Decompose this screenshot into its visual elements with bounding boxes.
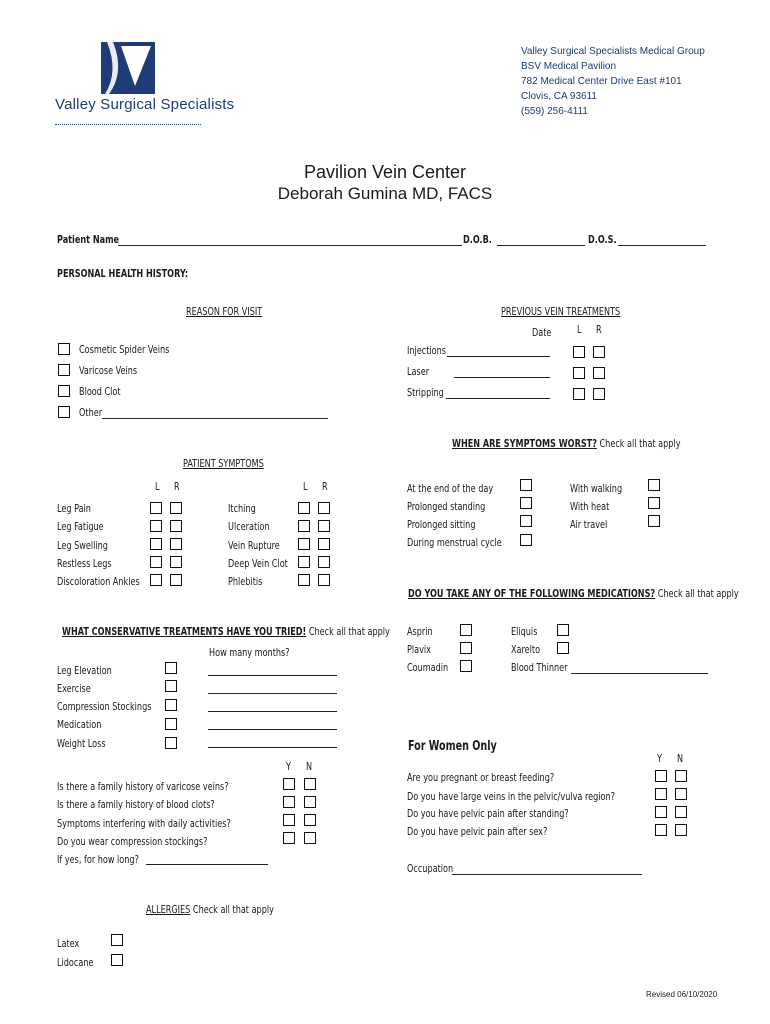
family-n-checkbox[interactable] [304, 796, 316, 808]
months-field[interactable] [208, 729, 337, 730]
allergy-label: Latex [57, 937, 80, 950]
allergies-heading-row [146, 903, 274, 916]
reason-label: Varicose Veins [79, 364, 138, 377]
worst-heading: WHEN ARE SYMPTOMS WORST? [452, 437, 597, 450]
logo-tagline-rule [55, 124, 201, 127]
symptom-r-checkbox[interactable] [170, 574, 182, 586]
conservative-checkbox[interactable] [165, 718, 177, 730]
medication-label: Blood Thinner [511, 661, 568, 674]
symptoms-r-label: R [174, 480, 180, 493]
symptom-label: Deep Vein Clot [228, 557, 288, 570]
symptom-r-checkbox[interactable] [318, 556, 330, 568]
medication-checkbox[interactable] [460, 624, 472, 636]
women-n-checkbox[interactable] [675, 806, 687, 818]
medication-checkbox[interactable] [557, 642, 569, 654]
symptom-r-checkbox[interactable] [318, 502, 330, 514]
months-label: How many months? [209, 646, 290, 659]
medications-note: Check all that apply [657, 587, 739, 600]
allergy-checkbox[interactable] [111, 954, 123, 966]
reason-heading: REASON FOR VISIT [186, 305, 263, 318]
family-n-label: N [306, 760, 313, 773]
months-field[interactable] [208, 675, 337, 676]
medications-heading-row [408, 587, 739, 600]
medication-label: Plavix [407, 643, 431, 656]
symptoms-l-label: L [155, 480, 160, 493]
symptoms-r-label: R [322, 480, 328, 493]
symptom-r-checkbox[interactable] [170, 538, 182, 550]
symptom-label: Ulceration [228, 520, 270, 533]
conservative-label: Leg Elevation [57, 664, 112, 677]
medications-heading: DO YOU TAKE ANY OF THE FOLLOWING MEDICATIONS? [408, 587, 656, 600]
reason-label: Other [79, 406, 103, 419]
women-question: Do you have large veins in the pelvic/vulva region? [407, 790, 615, 803]
medication-checkbox[interactable] [557, 624, 569, 636]
worst-checkbox[interactable] [520, 534, 532, 546]
women-y-checkbox[interactable] [655, 806, 667, 818]
previous-l-checkbox[interactable] [573, 346, 585, 358]
family-n-checkbox[interactable] [304, 814, 316, 826]
worst-label: With heat [570, 500, 610, 513]
other-field[interactable] [102, 418, 328, 419]
personal-history-heading: PERSONAL HEALTH HISTORY: [57, 267, 189, 280]
symptom-l-checkbox[interactable] [150, 574, 162, 586]
women-y-checkbox[interactable] [655, 788, 667, 800]
family-y-label: Y [286, 760, 291, 773]
previous-l-checkbox[interactable] [573, 388, 585, 400]
family-y-checkbox[interactable] [283, 778, 295, 790]
org-line2: 782 Medical Center Drive East #101 [521, 76, 682, 87]
occupation-field[interactable] [452, 874, 642, 875]
symptom-r-checkbox[interactable] [318, 538, 330, 550]
family-followup: If yes, for how long? [57, 853, 139, 866]
previous-l-checkbox[interactable] [573, 367, 585, 379]
dob-label: D.O.B. [463, 233, 492, 246]
logo-name: Valley Surgical Specialists [55, 96, 235, 113]
family-question: Is there a family history of blood clots? [57, 798, 215, 811]
dob-field[interactable] [497, 245, 585, 246]
symptom-r-checkbox[interactable] [170, 520, 182, 532]
medication-checkbox[interactable] [460, 660, 472, 672]
previous-r-checkbox[interactable] [593, 367, 605, 379]
previous-item-label: Laser [407, 365, 430, 378]
conservative-label: Compression Stockings [57, 700, 152, 713]
symptoms-heading: PATIENT SYMPTOMS [183, 457, 264, 470]
org-phone: (559) 256-4111 [521, 106, 588, 117]
symptom-label: Leg Swelling [57, 539, 108, 552]
reason-checkbox[interactable] [58, 364, 70, 376]
women-question: Do you have pelvic pain after sex? [407, 825, 548, 838]
symptom-label: Restless Legs [57, 557, 112, 570]
symptoms-l-label: L [303, 480, 308, 493]
reason-checkbox[interactable] [58, 343, 70, 355]
previous-heading: PREVIOUS VEIN TREATMENTS [501, 305, 621, 318]
patient-name-label: Patient Name [57, 233, 120, 246]
previous-item-label: Stripping [407, 386, 444, 399]
org-name: Valley Surgical Specialists Medical Group [521, 46, 705, 57]
worst-label: At the end of the day [407, 482, 494, 495]
conservative-label: Medication [57, 718, 102, 731]
worst-label: Prolonged sitting [407, 518, 476, 531]
revised-date: Revised 06/10/2020 [646, 990, 718, 999]
symptom-label: Phlebitis [228, 575, 263, 588]
previous-r-checkbox[interactable] [593, 388, 605, 400]
symptom-r-checkbox[interactable] [170, 556, 182, 568]
months-field[interactable] [208, 693, 337, 694]
conservative-heading-row [62, 625, 390, 638]
medication-checkbox[interactable] [460, 642, 472, 654]
conservative-checkbox[interactable] [165, 680, 177, 692]
women-y-label: Y [657, 752, 662, 765]
conservative-checkbox[interactable] [165, 737, 177, 749]
worst-checkbox[interactable] [648, 497, 660, 509]
symptom-r-checkbox[interactable] [318, 520, 330, 532]
reason-label: Blood Clot [79, 385, 121, 398]
family-y-checkbox[interactable] [283, 832, 295, 844]
women-n-checkbox[interactable] [675, 770, 687, 782]
allergies-heading: ALLERGIES [146, 903, 191, 916]
medication-label: Asprin [407, 625, 433, 638]
medication-label: Eliquis [511, 625, 538, 638]
previous-date-field[interactable] [447, 356, 550, 357]
allergies-note: Check all that apply [192, 903, 274, 916]
symptom-label: Itching [228, 502, 256, 515]
conservative-checkbox[interactable] [165, 662, 177, 674]
org-line1: BSV Medical Pavilion [521, 61, 617, 72]
reason-checkbox[interactable] [58, 385, 70, 397]
occupation-label: Occupation [407, 862, 454, 875]
symptom-l-checkbox[interactable] [298, 574, 310, 586]
medication-label: Xarelto [511, 643, 541, 656]
symptom-l-checkbox[interactable] [150, 502, 162, 514]
reason-label: Cosmetic Spider Veins [79, 343, 170, 356]
worst-checkbox[interactable] [520, 479, 532, 491]
symptom-l-checkbox[interactable] [298, 538, 310, 550]
worst-checkbox[interactable] [648, 515, 660, 527]
women-n-checkbox[interactable] [675, 824, 687, 836]
women-n-checkbox[interactable] [675, 788, 687, 800]
symptom-l-checkbox[interactable] [150, 538, 162, 550]
women-y-checkbox[interactable] [655, 770, 667, 782]
blood-thinner-field[interactable] [571, 673, 708, 674]
family-question: Symptoms interfering with daily activities? [57, 817, 231, 830]
conservative-checkbox[interactable] [165, 699, 177, 711]
conservative-label: Weight Loss [57, 737, 106, 750]
family-n-checkbox[interactable] [304, 832, 316, 844]
page-title: Pavilion Vein Center [303, 162, 467, 182]
previous-date-label: Date [532, 326, 552, 339]
symptom-l-checkbox[interactable] [298, 520, 310, 532]
symptom-label: Leg Pain [57, 502, 91, 515]
family-y-checkbox[interactable] [283, 814, 295, 826]
dos-label: D.O.S. [588, 233, 617, 246]
logo-mark-icon [55, 42, 215, 130]
women-y-checkbox[interactable] [655, 824, 667, 836]
previous-item-label: Injections [407, 344, 447, 357]
family-n-checkbox[interactable] [304, 778, 316, 790]
women-question: Do you have pelvic pain after standing? [407, 807, 569, 820]
how-long-field[interactable] [146, 864, 268, 865]
worst-checkbox[interactable] [520, 515, 532, 527]
women-question: Are you pregnant or breast feeding? [407, 771, 555, 784]
symptom-l-checkbox[interactable] [150, 520, 162, 532]
worst-checkbox[interactable] [520, 497, 532, 509]
worst-label: Prolonged standing [407, 500, 486, 513]
months-field[interactable] [208, 747, 337, 748]
conservative-label: Exercise [57, 682, 91, 695]
women-n-label: N [677, 752, 684, 765]
medication-label: Coumadin [407, 661, 449, 674]
logo [55, 42, 235, 130]
symptom-l-checkbox[interactable] [150, 556, 162, 568]
previous-r-label: R [596, 323, 602, 336]
conservative-heading: WHAT CONSERVATIVE TREATMENTS HAVE YOU TRIED! [62, 625, 307, 638]
previous-date-field[interactable] [454, 377, 550, 378]
women-heading: For Women Only [408, 739, 497, 754]
symptom-l-checkbox[interactable] [298, 556, 310, 568]
family-question: Do you wear compression stockings? [57, 835, 208, 848]
doctor-name: Deborah Gumina MD, FACS [277, 184, 493, 203]
family-y-checkbox[interactable] [283, 796, 295, 808]
symptom-label: Leg Fatigue [57, 520, 104, 533]
worst-heading-row [452, 437, 681, 450]
symptom-l-checkbox[interactable] [298, 502, 310, 514]
conservative-note: Check all that apply [308, 625, 390, 638]
symptom-r-checkbox[interactable] [170, 502, 182, 514]
symptom-r-checkbox[interactable] [318, 574, 330, 586]
previous-r-checkbox[interactable] [593, 346, 605, 358]
org-address [521, 44, 705, 119]
previous-date-field[interactable] [446, 398, 550, 399]
months-field[interactable] [208, 711, 337, 712]
family-question: Is there a family history of varicose veins? [57, 780, 229, 793]
previous-l-label: L [577, 323, 582, 336]
symptom-label: Discoloration Ankles [57, 575, 140, 588]
worst-note: Check all that apply [599, 437, 681, 450]
reason-checkbox[interactable] [58, 406, 70, 418]
org-line3: Clovis, CA 93611 [521, 91, 597, 102]
allergy-checkbox[interactable] [111, 934, 123, 946]
symptom-label: Vein Rupture [228, 539, 280, 552]
worst-label: With walking [570, 482, 623, 495]
dos-field[interactable] [618, 245, 706, 246]
worst-label: During menstrual cycle [407, 536, 502, 549]
worst-label: Air travel [570, 518, 608, 531]
worst-checkbox[interactable] [648, 479, 660, 491]
allergy-label: Lidocane [57, 956, 94, 969]
patient-name-field[interactable] [118, 245, 462, 246]
